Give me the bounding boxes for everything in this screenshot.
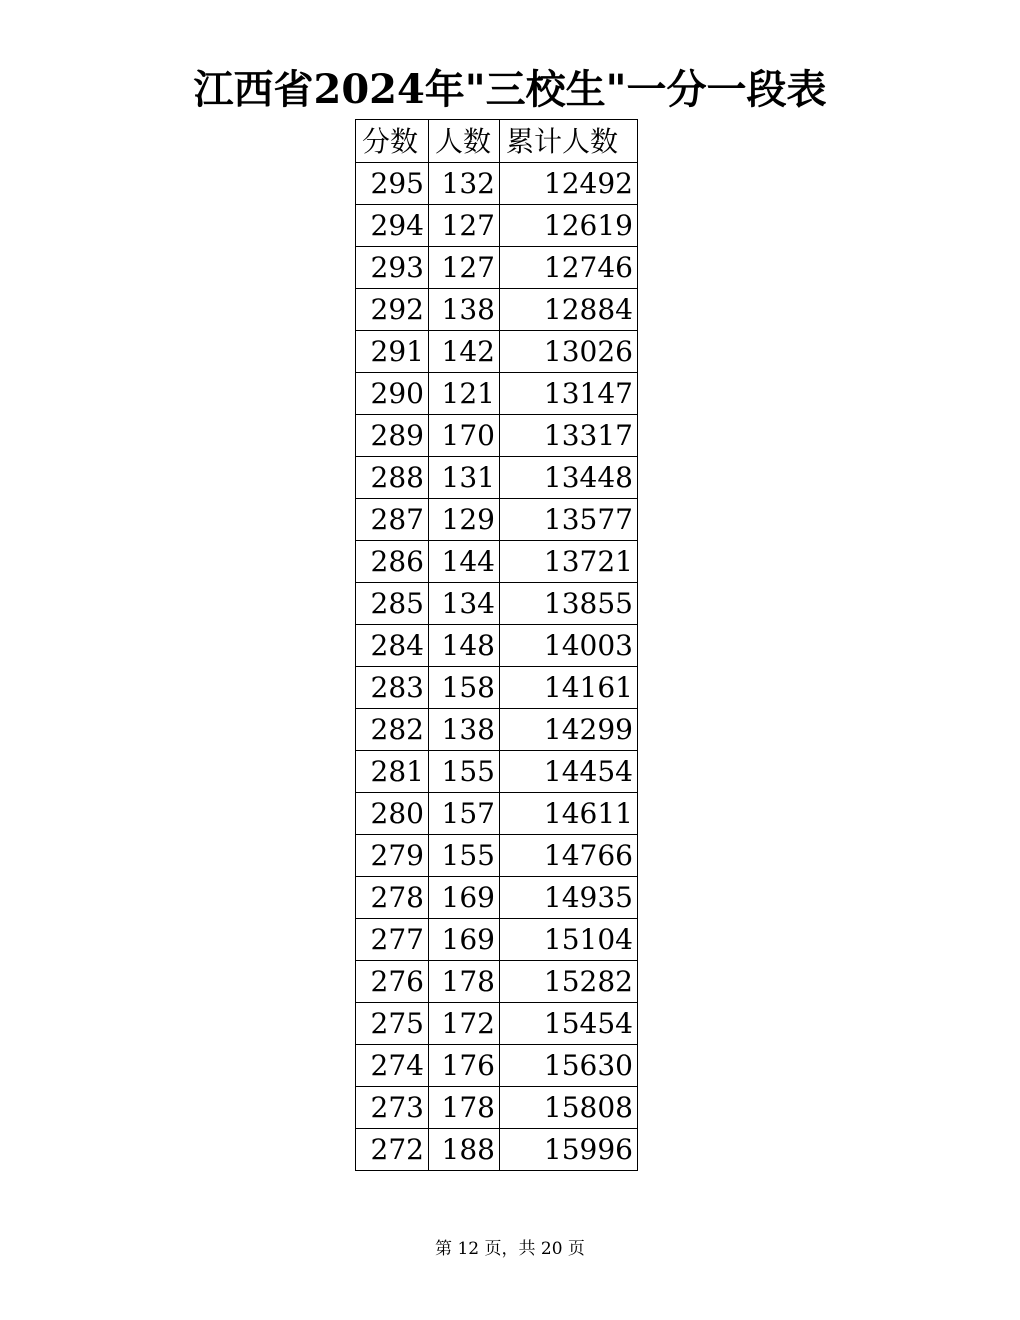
page-footer: 第 12 页，共 20 页 xyxy=(435,1239,585,1259)
cell-count: 155 xyxy=(429,835,500,877)
cell-cumulative: 13577 xyxy=(500,499,638,541)
cell-cumulative: 15996 xyxy=(500,1129,638,1171)
cell-count: 155 xyxy=(429,751,500,793)
cell-score: 275 xyxy=(356,1003,429,1045)
score-table xyxy=(355,119,638,1171)
cell-score: 276 xyxy=(356,961,429,1003)
header-score: 分数 xyxy=(356,120,429,163)
cell-score: 292 xyxy=(356,289,429,331)
table-row xyxy=(356,961,638,1003)
cell-score: 273 xyxy=(356,1087,429,1129)
cell-score: 288 xyxy=(356,457,429,499)
cell-count: 138 xyxy=(429,289,500,331)
cell-cumulative: 15454 xyxy=(500,1003,638,1045)
cell-score: 279 xyxy=(356,835,429,877)
cell-cumulative: 15104 xyxy=(500,919,638,961)
cell-cumulative: 13855 xyxy=(500,583,638,625)
table-row xyxy=(356,373,638,415)
header-row xyxy=(356,120,638,163)
cell-cumulative: 13317 xyxy=(500,415,638,457)
cell-score: 282 xyxy=(356,709,429,751)
cell-cumulative: 12619 xyxy=(500,205,638,247)
table-row xyxy=(356,667,638,709)
cell-score: 272 xyxy=(356,1129,429,1171)
cell-count: 169 xyxy=(429,919,500,961)
table-row xyxy=(356,205,638,247)
cell-count: 127 xyxy=(429,205,500,247)
cell-count: 169 xyxy=(429,877,500,919)
table-row xyxy=(356,919,638,961)
cell-count: 132 xyxy=(429,163,500,205)
cell-score: 295 xyxy=(356,163,429,205)
header-cumulative: 累计人数 xyxy=(500,120,638,163)
table-row xyxy=(356,415,638,457)
cell-count: 170 xyxy=(429,415,500,457)
cell-count: 138 xyxy=(429,709,500,751)
cell-score: 293 xyxy=(356,247,429,289)
cell-score: 284 xyxy=(356,625,429,667)
cell-cumulative: 13147 xyxy=(500,373,638,415)
cell-cumulative: 14299 xyxy=(500,709,638,751)
cell-count: 134 xyxy=(429,583,500,625)
cell-cumulative: 12884 xyxy=(500,289,638,331)
cell-cumulative: 15282 xyxy=(500,961,638,1003)
cell-score: 291 xyxy=(356,331,429,373)
cell-count: 129 xyxy=(429,499,500,541)
table-row xyxy=(356,457,638,499)
cell-count: 127 xyxy=(429,247,500,289)
cell-score: 277 xyxy=(356,919,429,961)
cell-score: 289 xyxy=(356,415,429,457)
table-row xyxy=(356,625,638,667)
table-row xyxy=(356,709,638,751)
cell-count: 172 xyxy=(429,1003,500,1045)
cell-score: 274 xyxy=(356,1045,429,1087)
cell-cumulative: 13448 xyxy=(500,457,638,499)
table-row xyxy=(356,541,638,583)
table-row xyxy=(356,751,638,793)
cell-count: 131 xyxy=(429,457,500,499)
table-row xyxy=(356,835,638,877)
cell-score: 278 xyxy=(356,877,429,919)
table-row xyxy=(356,1129,638,1171)
cell-cumulative: 13026 xyxy=(500,331,638,373)
cell-score: 286 xyxy=(356,541,429,583)
cell-cumulative: 14003 xyxy=(500,625,638,667)
table-row xyxy=(356,1003,638,1045)
cell-cumulative: 14611 xyxy=(500,793,638,835)
table-row xyxy=(356,289,638,331)
cell-score: 285 xyxy=(356,583,429,625)
table-row xyxy=(356,499,638,541)
cell-count: 188 xyxy=(429,1129,500,1171)
page-title: 江西省2024年"三校生"一分一段表 xyxy=(193,66,827,113)
cell-score: 281 xyxy=(356,751,429,793)
cell-cumulative: 15630 xyxy=(500,1045,638,1087)
cell-count: 178 xyxy=(429,1087,500,1129)
table-row xyxy=(356,247,638,289)
cell-cumulative: 14454 xyxy=(500,751,638,793)
cell-score: 287 xyxy=(356,499,429,541)
cell-cumulative: 12492 xyxy=(500,163,638,205)
cell-cumulative: 14766 xyxy=(500,835,638,877)
cell-count: 148 xyxy=(429,625,500,667)
cell-count: 157 xyxy=(429,793,500,835)
cell-count: 144 xyxy=(429,541,500,583)
table-body xyxy=(356,163,638,1171)
cell-count: 121 xyxy=(429,373,500,415)
table-row xyxy=(356,877,638,919)
cell-count: 178 xyxy=(429,961,500,1003)
cell-count: 158 xyxy=(429,667,500,709)
table-row xyxy=(356,793,638,835)
cell-cumulative: 12746 xyxy=(500,247,638,289)
cell-count: 176 xyxy=(429,1045,500,1087)
cell-score: 283 xyxy=(356,667,429,709)
table-row xyxy=(356,1045,638,1087)
table-row xyxy=(356,163,638,205)
cell-cumulative: 13721 xyxy=(500,541,638,583)
header-count: 人数 xyxy=(429,120,500,163)
cell-cumulative: 15808 xyxy=(500,1087,638,1129)
cell-count: 142 xyxy=(429,331,500,373)
cell-score: 280 xyxy=(356,793,429,835)
cell-cumulative: 14935 xyxy=(500,877,638,919)
cell-cumulative: 14161 xyxy=(500,667,638,709)
table-row xyxy=(356,583,638,625)
table-header xyxy=(356,120,638,163)
table-row xyxy=(356,1087,638,1129)
table-row xyxy=(356,331,638,373)
cell-score: 294 xyxy=(356,205,429,247)
cell-score: 290 xyxy=(356,373,429,415)
